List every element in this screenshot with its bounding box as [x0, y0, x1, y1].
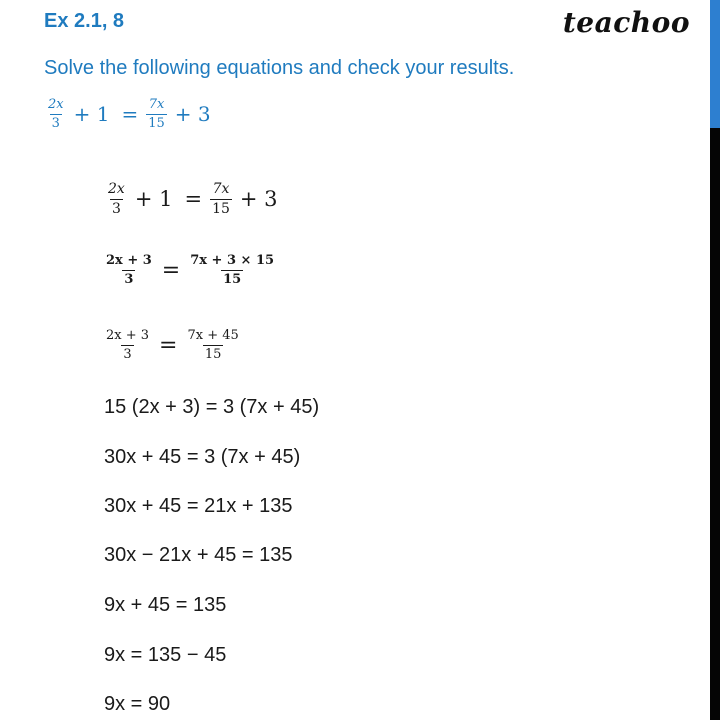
fraction-denominator: 15	[223, 271, 242, 287]
plus-term: + 3	[174, 102, 211, 127]
solution-line: 30x + 45 = 3 (7x + 45)	[104, 446, 301, 468]
fraction-numerator: 7x + 3 × 15	[190, 253, 275, 268]
given-equation	[44, 98, 217, 130]
step3-lhs-fraction	[104, 329, 151, 361]
fraction-denominator: 3	[124, 271, 134, 287]
solution-line: 15 (2x + 3) = 3 (7x + 45)	[104, 396, 320, 418]
fraction-numerator: 7x + 45	[187, 328, 239, 343]
exercise-label: Ex 2.1, 8	[44, 10, 125, 32]
side-dark-bar	[710, 128, 720, 720]
question-instruction: Solve the following equations and check your results.	[44, 57, 515, 79]
equals-sign: =	[121, 102, 139, 127]
solution-line: 9x + 45 = 135	[104, 594, 227, 616]
step1-lhs-fraction	[106, 182, 127, 216]
fraction-denominator: 3	[111, 200, 121, 217]
fraction-denominator: 3	[51, 115, 60, 131]
step2-lhs-fraction	[104, 254, 154, 286]
plus-term: + 1	[134, 187, 173, 212]
given-lhs-fraction	[46, 98, 66, 130]
teachoo-logo: teachoo	[562, 6, 690, 39]
fraction-denominator: 15	[204, 346, 222, 362]
given-rhs-fraction	[146, 98, 167, 130]
side-accent-bar	[710, 0, 720, 128]
solution-step-2	[102, 254, 278, 286]
fraction-numerator: 7x	[148, 97, 165, 112]
solution-step-1	[104, 182, 284, 216]
solution-line: 9x = 135 − 45	[104, 644, 227, 666]
equals-sign: =	[161, 257, 181, 283]
fraction-numerator: 2x + 3	[106, 328, 150, 343]
equals-sign: =	[159, 332, 178, 358]
solution-step-3	[102, 329, 243, 361]
solution-line: 30x − 21x + 45 = 135	[104, 544, 293, 566]
fraction-denominator: 15	[212, 200, 230, 217]
plus-term: + 3	[239, 187, 278, 212]
step2-rhs-fraction	[188, 254, 276, 286]
fraction-numerator: 7x	[212, 181, 230, 197]
fraction-denominator: 3	[123, 346, 132, 362]
solution-line: 30x + 45 = 21x + 135	[104, 495, 293, 517]
solution-line: 9x = 90	[104, 693, 171, 715]
step3-rhs-fraction	[185, 329, 240, 361]
fraction-numerator: 2x + 3	[106, 253, 152, 268]
step1-rhs-fraction	[210, 182, 232, 216]
equals-sign: =	[184, 187, 203, 212]
plus-term: + 1	[73, 102, 110, 127]
fraction-denominator: 15	[148, 115, 165, 131]
fraction-numerator: 2x	[48, 97, 64, 112]
fraction-numerator: 2x	[108, 181, 125, 197]
